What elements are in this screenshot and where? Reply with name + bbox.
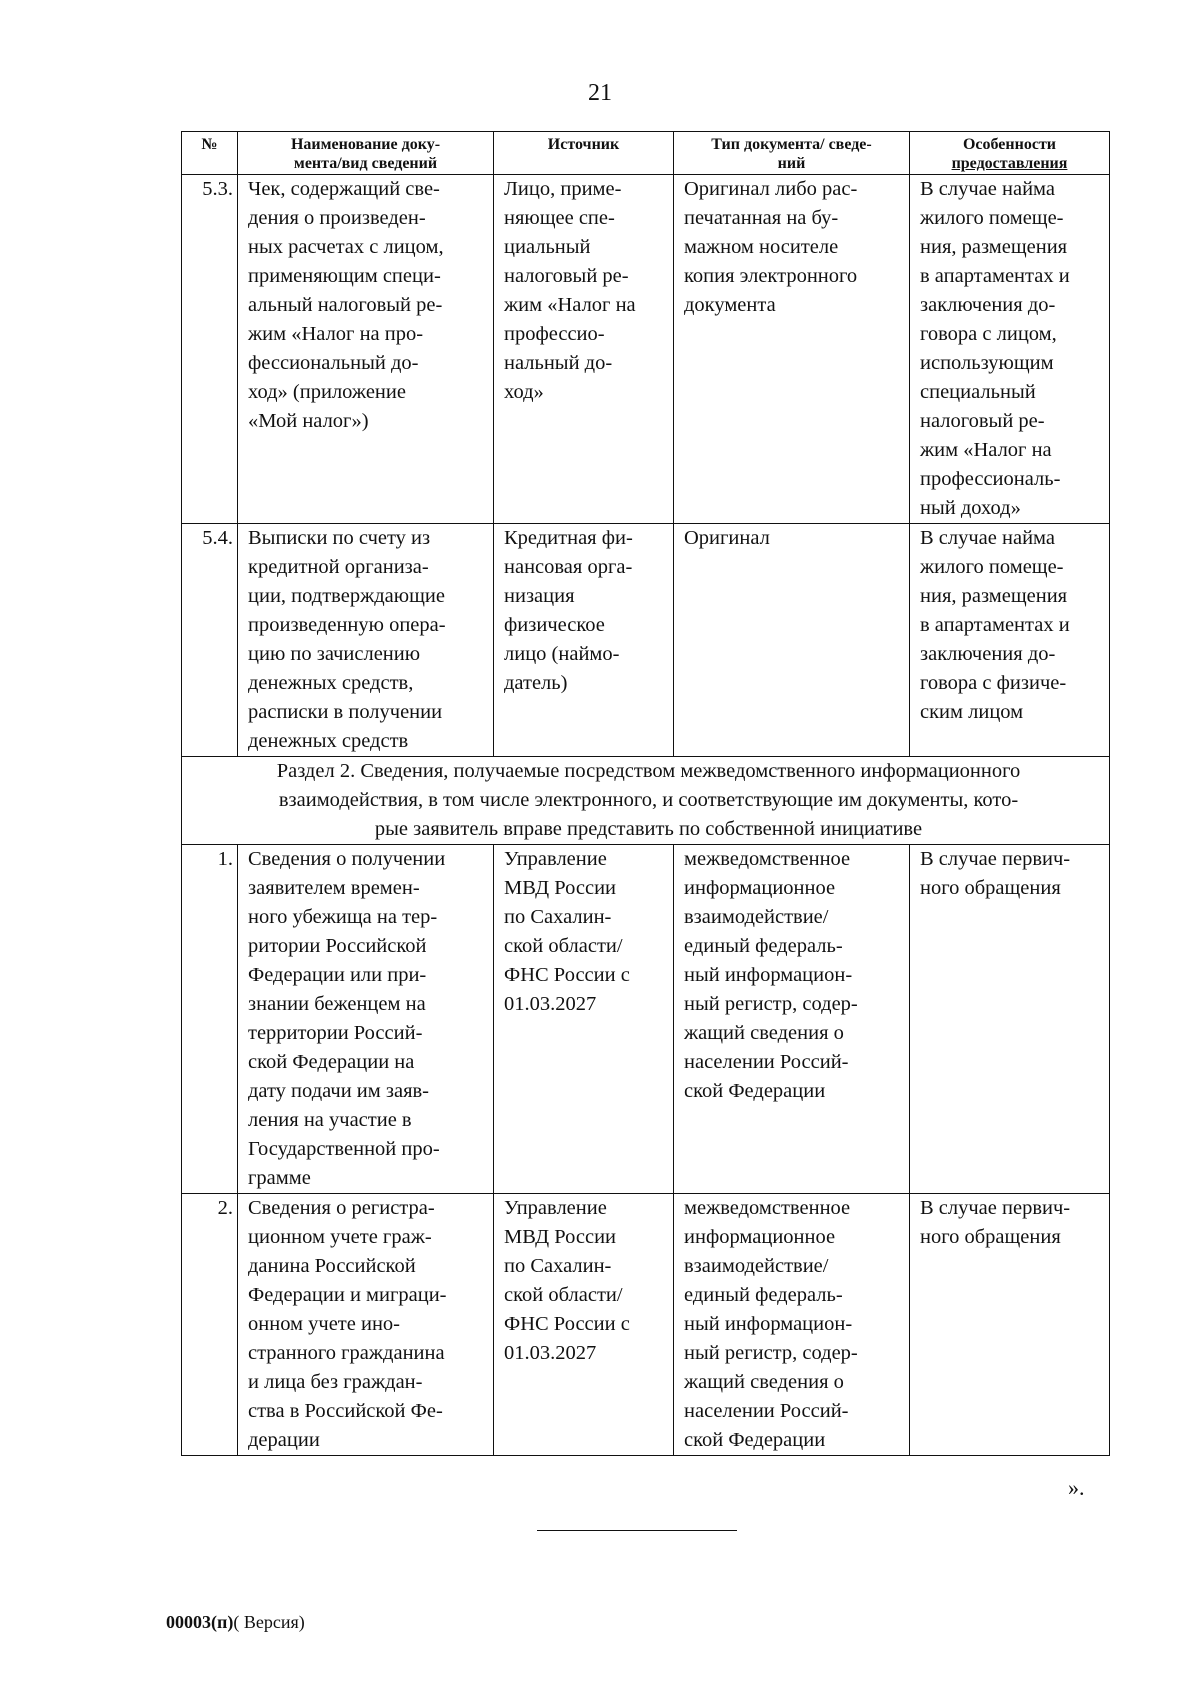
cell-line: ход» (приложение — [248, 381, 406, 403]
cell-line: ний — [777, 155, 806, 172]
cell-line: Сведения о получении — [248, 848, 446, 870]
document-features — [910, 1194, 1110, 1456]
row-number: 5.3. — [182, 175, 238, 524]
cell-line: дения о произведен- — [248, 207, 426, 229]
cell-line: говора с лицом, — [920, 323, 1057, 345]
cell-line: жащий сведения о — [684, 1371, 844, 1393]
cell-line: заявителем времен- — [248, 877, 420, 899]
section-row — [182, 757, 1110, 845]
document-name — [238, 175, 494, 524]
cell-line: цию по зачислению — [248, 643, 421, 665]
cell-line: ции, подтверждающие — [248, 585, 445, 607]
cell-line: нальный до- — [504, 352, 613, 374]
row-number: 1. — [182, 845, 238, 1194]
document-source — [494, 175, 674, 524]
cell-line: ход» — [504, 381, 544, 403]
cell-line: 01.03.2027 — [504, 993, 597, 1015]
cell-line: профессиональ- — [920, 468, 1061, 490]
cell-line: ской Федерации на — [248, 1051, 415, 1073]
row-number: 2. — [182, 1194, 238, 1456]
cell-line: ления на участие в — [248, 1109, 412, 1131]
cell-line: Чек, содержащий све- — [248, 178, 440, 200]
cell-line: ного обращения — [920, 877, 1061, 899]
cell-line: ской области/ — [504, 935, 623, 957]
section-2-heading — [182, 757, 1110, 845]
document-features — [910, 845, 1110, 1194]
cell-line: предоставления — [951, 155, 1068, 172]
document-features — [910, 175, 1110, 524]
cell-line: циальный — [504, 236, 591, 258]
cell-line: ный доход» — [920, 497, 1021, 519]
cell-line: «Мой налог») — [248, 410, 369, 432]
cell-line: денежных средств, — [248, 672, 414, 694]
cell-line: ФНС России с — [504, 1313, 630, 1335]
cell-line: взаимодействия, в том числе электронного, и соответствующие им документы, кото- — [278, 789, 1019, 811]
cell-line: ства в Российской Фе- — [248, 1400, 443, 1422]
cell-line: жим «Налог на — [920, 439, 1052, 461]
cell-line: Лицо, приме- — [504, 178, 622, 200]
table-row — [182, 1194, 1110, 1456]
table-row — [182, 524, 1110, 757]
documents-table — [181, 131, 1110, 1456]
cell-line: взаимодействие/ — [684, 906, 829, 928]
cell-line: Наименование доку- — [290, 136, 441, 153]
cell-line: Источник — [547, 136, 620, 153]
closing-quote-mark: ». — [1068, 1475, 1085, 1500]
cell-line: фессиональный до- — [248, 352, 419, 374]
end-rule — [537, 1530, 737, 1531]
cell-line: дерации — [248, 1429, 320, 1451]
cell-line: в апартаментах и — [920, 614, 1070, 636]
cell-line: Раздел 2. Сведения, получаемые посредством межведомственного информационного — [276, 760, 1021, 782]
cell-line: информационное — [684, 877, 836, 899]
cell-line: В случае найма — [920, 527, 1055, 549]
cell-line: В случае первич- — [920, 1197, 1071, 1219]
cell-line: жилого помеще- — [920, 556, 1064, 578]
document-source — [494, 1194, 674, 1456]
document-source — [494, 524, 674, 757]
cell-line: няющее спе- — [504, 207, 615, 229]
cell-line: альный налоговый ре- — [248, 294, 443, 316]
cell-line: физическое — [504, 614, 605, 636]
cell-line: говора с физиче- — [920, 672, 1067, 694]
document-name — [238, 1194, 494, 1456]
cell-line: и лица без граждан- — [248, 1371, 423, 1393]
cell-line: В случае найма — [920, 178, 1055, 200]
cell-line: по Сахалин- — [504, 1255, 612, 1277]
cell-line: странного гражданина — [248, 1342, 445, 1364]
cell-line: по Сахалин- — [504, 906, 612, 928]
cell-line: ный информацион- — [684, 964, 853, 986]
cell-line: единый федераль- — [684, 1284, 843, 1306]
document-source — [494, 845, 674, 1194]
document-type — [674, 175, 910, 524]
document-name — [238, 524, 494, 757]
cell-line: кредитной организа- — [248, 556, 429, 578]
footer-code — [166, 1612, 305, 1633]
cell-line: взаимодействие/ — [684, 1255, 829, 1277]
cell-line: ный информацион- — [684, 1313, 853, 1335]
footer-version: ( Версия) — [233, 1612, 305, 1632]
document-type — [674, 845, 910, 1194]
cell-line: мента/вид сведений — [293, 155, 438, 172]
cell-line: лицо (наймо- — [504, 643, 620, 665]
cell-line: жилого помеще- — [920, 207, 1064, 229]
header-num: № — [182, 132, 238, 175]
cell-line: специальный — [920, 381, 1036, 403]
cell-line: профессио- — [504, 323, 605, 345]
cell-line: ским лицом — [920, 701, 1024, 723]
cell-line: ской области/ — [504, 1284, 623, 1306]
page-number: 21 — [588, 80, 612, 106]
cell-line: населении Россий- — [684, 1400, 849, 1422]
cell-line: ФНС России с — [504, 964, 630, 986]
cell-line: знании беженцем на — [248, 993, 426, 1015]
document-type — [674, 1194, 910, 1456]
cell-line: применяющим специ- — [248, 265, 441, 287]
cell-line: ционном учете граж- — [248, 1226, 432, 1248]
cell-line: ного обращения — [920, 1226, 1061, 1248]
cell-line: грамме — [248, 1167, 311, 1189]
cell-line: налоговый ре- — [504, 265, 629, 287]
cell-line: низация — [504, 585, 575, 607]
cell-line: ния, размещения — [920, 585, 1068, 607]
cell-line: в апартаментах и — [920, 265, 1070, 287]
cell-line: В случае первич- — [920, 848, 1071, 870]
cell-line: нансовая орга- — [504, 556, 633, 578]
cell-line: датель) — [504, 672, 568, 694]
cell-line: расписки в получении — [248, 701, 443, 723]
cell-line: единый федераль- — [684, 935, 843, 957]
cell-line: населении Россий- — [684, 1051, 849, 1073]
cell-line: Кредитная фи- — [504, 527, 633, 549]
cell-line: жащий сведения о — [684, 1022, 844, 1044]
cell-line: Федерации и миграци- — [248, 1284, 447, 1306]
cell-line: Оригинал либо рас- — [684, 178, 858, 200]
table-row — [182, 175, 1110, 524]
cell-line: рые заявитель вправе представить по собственной инициативе — [374, 818, 923, 840]
header-type — [674, 132, 910, 175]
cell-line: Тип документа/ сведе- — [711, 136, 872, 153]
cell-line: ного убежища на тер- — [248, 906, 438, 928]
cell-line: онном учете ино- — [248, 1313, 401, 1335]
cell-line: произведенную опера- — [248, 614, 446, 636]
cell-line: жим «Налог на про- — [248, 323, 424, 345]
cell-line: Сведения о регистра- — [248, 1197, 435, 1219]
cell-line: 01.03.2027 — [504, 1342, 597, 1364]
cell-line: использующим — [920, 352, 1054, 374]
cell-line: Управление — [504, 1197, 607, 1219]
cell-line: ния, размещения — [920, 236, 1068, 258]
row-number: 5.4. — [182, 524, 238, 757]
document-features — [910, 524, 1110, 757]
cell-line: Управление — [504, 848, 607, 870]
cell-line: денежных средств — [248, 730, 409, 752]
cell-line: ных расчетах с лицом, — [248, 236, 444, 258]
table-row — [182, 845, 1110, 1194]
cell-line: мажном носителе — [684, 236, 839, 258]
cell-line: документа — [684, 294, 776, 316]
cell-line: Особенности — [962, 136, 1057, 153]
document-type — [674, 524, 910, 757]
cell-line: копия электронного — [684, 265, 858, 287]
cell-line: печатанная на бу- — [684, 207, 839, 229]
footer-code-number: 00003(п) — [166, 1612, 234, 1632]
header-features — [910, 132, 1110, 175]
cell-line: заключения до- — [920, 643, 1056, 665]
cell-line: жим «Налог на — [504, 294, 636, 316]
cell-line: дату подачи им заяв- — [248, 1080, 430, 1102]
cell-line: налоговый ре- — [920, 410, 1045, 432]
cell-line: ный регистр, содер- — [684, 1342, 858, 1364]
document-name — [238, 845, 494, 1194]
cell-line: ской Федерации — [684, 1429, 826, 1451]
cell-line: межведомственное — [684, 1197, 851, 1219]
cell-line: МВД России — [504, 1226, 617, 1248]
cell-line: территории Россий- — [248, 1022, 423, 1044]
cell-line: Оригинал — [684, 527, 770, 549]
cell-line: МВД России — [504, 877, 617, 899]
cell-line: ской Федерации — [684, 1080, 826, 1102]
cell-line: межведомственное — [684, 848, 851, 870]
cell-line: данина Российской — [248, 1255, 416, 1277]
header-source — [494, 132, 674, 175]
header-name — [238, 132, 494, 175]
cell-line: Федерации или при- — [248, 964, 427, 986]
cell-line: ный регистр, содер- — [684, 993, 858, 1015]
table-header-row — [182, 132, 1110, 175]
cell-line: Выписки по счету из — [248, 527, 431, 549]
cell-line: Государственной про- — [248, 1138, 440, 1160]
cell-line: информационное — [684, 1226, 836, 1248]
cell-line: ритории Российской — [248, 935, 427, 957]
cell-line: заключения до- — [920, 294, 1056, 316]
